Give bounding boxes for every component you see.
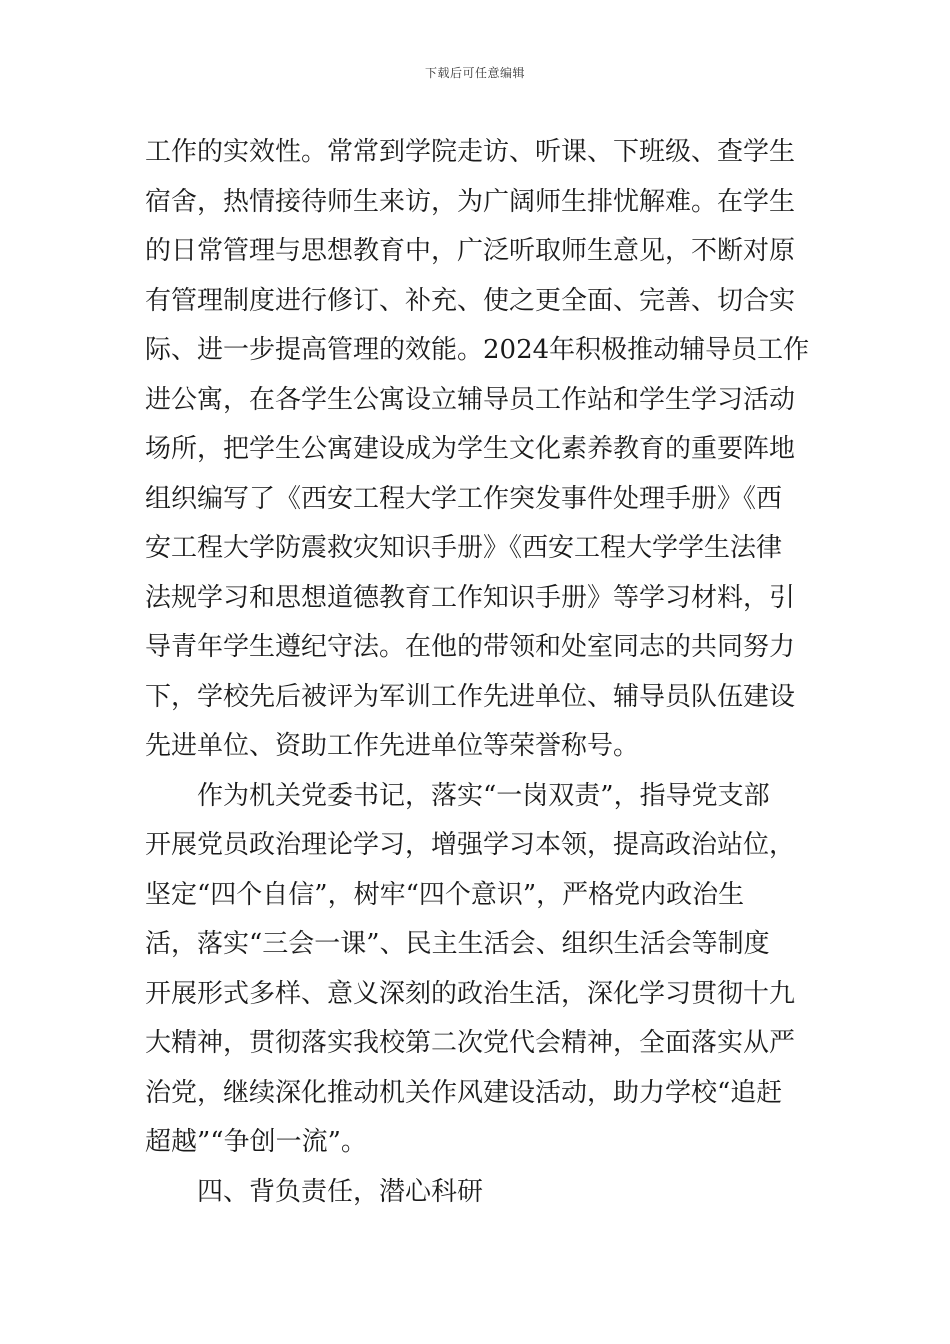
text-line: 先进单位、资助工作先进单位等荣誉称号。 (145, 731, 640, 761)
text-line: 宿舍，热情接待师生来访，为广阔师生排忧解难。在学生 (145, 186, 796, 217)
page-header: 下载后可任意编辑 (424, 66, 525, 80)
text-line: 的日常管理与思想教育中，广泛听取师生意见，不断对原 (145, 236, 796, 266)
text-line: 开展党员政治理论学习，增强学习本领，提高政治站位， (145, 830, 796, 860)
text-line: 工作的实效性。常常到学院走访、听课、下班级、查学生 (145, 137, 796, 167)
paragraph (145, 772, 807, 1168)
text-line: 场所，把学生公寓建设成为学生文化素养教育的重要阵地 (145, 434, 796, 464)
text-line: 活，落实“三会一课”、民主生活会、组织生活会等制度 (145, 929, 770, 959)
text-line: 下，学校先后被评为军训工作先进单位、辅导员队伍建设 (145, 681, 796, 712)
text-line: 组织编写了《西安工程大学工作突发事件处理手册》《西 (145, 483, 783, 514)
text-line: 超越”“争创一流”。 (145, 1127, 367, 1157)
text-line: 坚定“四个自信”，树牢“四个意识”，严格党内政治生 (145, 879, 745, 910)
document-body (145, 128, 810, 1217)
text-line: 治党，继续深化推动机关作风建设活动，助力学校“追赶 (145, 1077, 783, 1108)
text-line: 大精神，贯彻落实我校第二次党代会精神，全面落实从严 (145, 1028, 796, 1058)
text-line: 开展形式多样、意义深刻的政治生活，深化学习贯彻十九 (145, 978, 796, 1009)
text-line: 有管理制度进行修订、补充、使之更全面、完善、切合实 (145, 285, 796, 316)
text-line: 法规学习和思想道德教育工作知识手册》等学习材料，引 (145, 582, 796, 613)
text-line: 导青年学生遵纪守法。在他的带领和处室同志的共同努力 (145, 632, 796, 662)
text-line: 际、进一步提高管理的效能。2024年积极推动辅导员工作 (145, 335, 810, 365)
text-line: 进公寓，在各学生公寓设立辅导员工作站和学生学习活动 (145, 384, 796, 415)
text-line: 作为机关党委书记，落实“一岗双责”，指导党支部 (197, 780, 770, 811)
text-line: 安工程大学防震救灾知识手册》《西安工程大学学生法律 (145, 533, 783, 563)
section-heading (145, 1168, 807, 1218)
text-line: 四、背负责任，潜心科研 (197, 1176, 484, 1207)
paragraph (145, 128, 810, 772)
